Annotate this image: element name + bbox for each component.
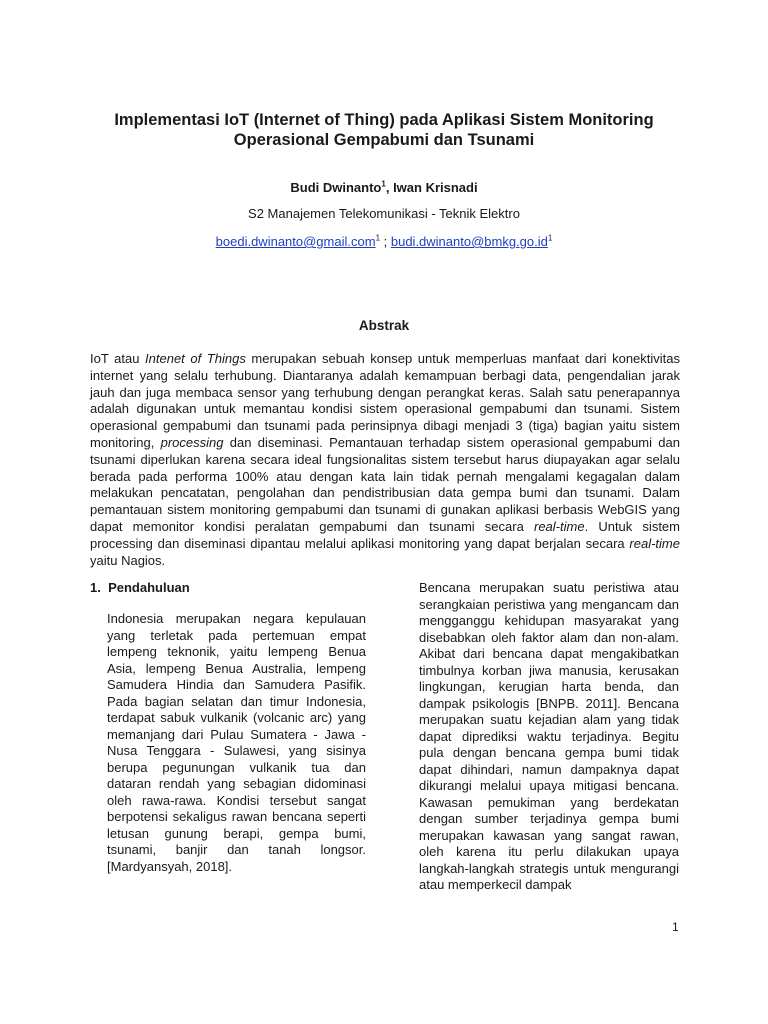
author-1-affiliation-mark: 1: [381, 179, 386, 189]
abstract-italic-3: real-time: [533, 518, 585, 534]
section-heading-introduction: 1. Pendahuluan: [90, 580, 190, 595]
email-separator: ;: [380, 234, 391, 249]
abstract-heading: Abstrak: [358, 318, 410, 333]
email-link-2[interactable]: budi.dwinanto@bmkg.go.id: [390, 234, 548, 249]
abstract-body: [90, 351, 680, 569]
intro-paragraph-right: Bencana merupakan suatu peristiwa atau serangkaian peristiwa yang mengancam dan mengganggu kehidupan masyarakat yang disebabkan oleh faktor alam dan non-alam. Akibat dari bencana dapat mengakibatkan timbulnya korban jiwa manusia, kerusakan lingkungan, kerugian harta benda, dan dampak psikologis [BNPB. 2011]. Bencana merupakan suatu kejadian alam yang tidak dapat diprediksi waktu terjadinya. Begitu pula dengan bencana gempa bumi tidak dapat dihindari, namun dampaknya dapat dikurangi melalui upaya mitigasi bencana. Kawasan pemukiman yang berdekatan dengan sumber terjadinya gempa bumi merupakan kawasan yang sangat rawan, oleh karena itu perlu dilakukan upaya langkah-langkah strategis untuk mengurangi atau memperkecil dampak: [419, 580, 679, 892]
abstract-text-4: . Untuk sistem processing dan diseminasi dipantau melalui aplikasi monitoring yang dapat berjalan secara: [90, 518, 680, 551]
abstract-italic-1: Intenet of Things: [145, 351, 246, 366]
abstract-text-3: dan diseminasi. Pemantauan terhadap sistem operasional gempabumi dan tsunami diperlukan karena secara ideal fungsionalitas sistem tersebut harus diupayakan agar selalu berada pada performa 100% atau dengan kata lain tidak pernah mengalami kegagalan dalam melakukan pencatatan, pengolahan dan pendistribusian data gempa bumi dan tsunami. Dalam pemantauan sistem monitoring gempabumi dan tsunami di gunakan aplikasi berbasis WebGIS yang dapat memonitor kondisi peralatan gempabumi dan tsunami secara: [90, 434, 680, 534]
author-list: [0, 180, 768, 196]
title-line-2: Operasional Gempabumi dan Tsunami: [233, 131, 535, 149]
page-number: 1: [672, 920, 679, 934]
abstract-text-5: yaitu Nagios.: [90, 552, 166, 568]
paper-title: [60, 110, 708, 150]
email-link-1[interactable]: boedi.dwinanto@gmail.com: [215, 234, 376, 249]
email-1-mark: 1: [375, 233, 381, 243]
intro-paragraph-left: Indonesia merupakan negara kepulauan yang terletak pada pertemuan empat lempeng teknonik, yaitu lempeng Benua Asia, lempeng Benua Australia, lempeng Samudera Hindia dan Samudera Pasifik. Pada bagian selatan dan timur Indonesia, terdapat sabuk vulkanik (volcanic arc) yang memanjang dari Pulau Sumatera - Jawa - Nusa Tenggara - Sulawesi, yang sisinya berupa pegunungan vulkanik tua dan dataran rendah yang sebagian didominasi oleh rawa-rawa. Kondisi tersebut sangat berpotensi sekaligus rawan bencana seperti letusan gunung berapi, gempa bumi, tsunami, banjir dan tanah longsor. [Mardyansyah, 2018].: [107, 611, 366, 874]
abstract-text-1: IoT atau: [90, 351, 146, 366]
title-line-1: Implementasi IoT (Internet of Thing) pada Aplikasi Sistem Monitoring: [114, 111, 654, 129]
abstract-text-2: merupakan sebuah konsep untuk memperluas manfaat dari konektivitas internet yang selalu terhubung. Diantaranya adalah kemampuan berbagi data, pengendalian jarak jauh dan juga membaca sensor yang terhubung dengan perangkat keras. Salah satu penerapannya adalah digunakan untuk memantau kondisi sistem operasional gempabumi dan tsunami. Sistem operasional gempabumi dan tsunami pada perinsipnya dibagi menjadi 3 (tiga) bagian yaitu sistem monitoring,: [90, 351, 681, 450]
author-emails: [0, 234, 768, 250]
affiliation: S2 Manajemen Telekomunikasi - Teknik Elektro: [248, 206, 520, 221]
author-2: , Iwan Krisnadi: [385, 180, 478, 195]
author-1: Budi Dwinanto: [290, 180, 382, 195]
email-2-mark: 1: [547, 233, 553, 243]
abstract-italic-4: real-time: [629, 535, 680, 551]
abstract-italic-2: processing: [160, 434, 224, 450]
